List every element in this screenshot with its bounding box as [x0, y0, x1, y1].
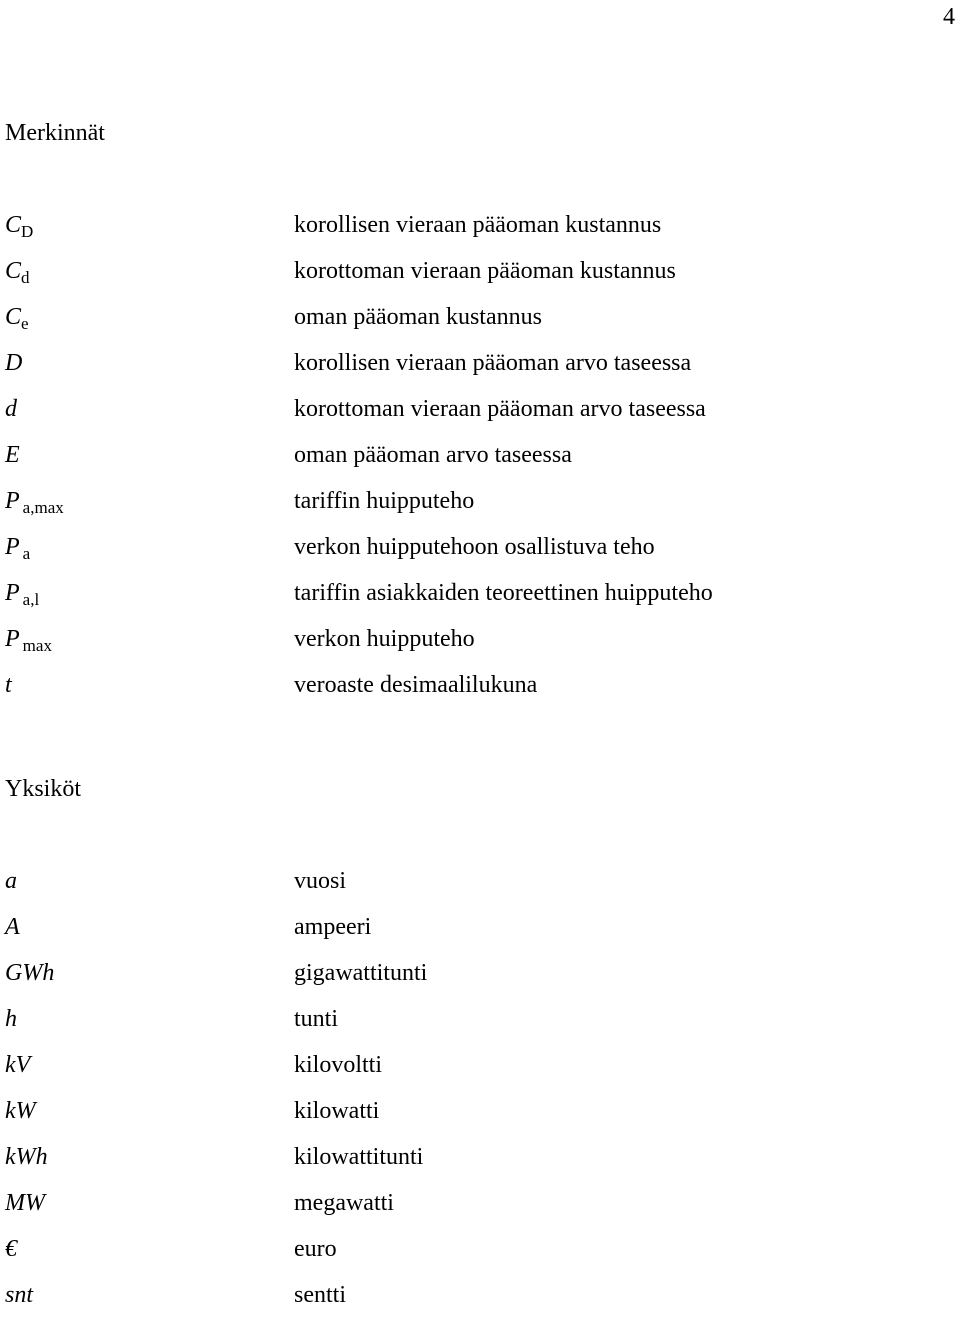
notation-row: [5, 348, 905, 394]
unit-description: vuosi: [294, 868, 347, 894]
symbol-subscript: a,l: [22, 590, 40, 609]
symbol-letter: P: [5, 488, 20, 514]
notation-symbol: [5, 532, 30, 564]
notation-row: [5, 210, 905, 256]
notation-row: [5, 394, 905, 440]
notation-symbol: [5, 256, 30, 288]
unit-symbol: MW: [5, 1190, 45, 1216]
notation-description: tariffin huipputeho: [294, 488, 475, 514]
notation-symbol: [5, 302, 29, 334]
unit-description: kilovoltti: [294, 1052, 383, 1078]
unit-symbol: kWh: [5, 1144, 48, 1170]
unit-row: [5, 1234, 905, 1280]
unit-description: gigawattitunti: [294, 960, 428, 986]
symbol-letter: t: [5, 672, 12, 698]
symbol-subscript: e: [21, 314, 29, 333]
unit-symbol: h: [5, 1006, 17, 1032]
notation-description: veroaste desimaalilukuna: [294, 672, 538, 698]
symbol-letter: C: [5, 212, 22, 238]
symbol-subscript: D: [21, 222, 34, 241]
notation-row: [5, 256, 905, 302]
unit-description: kilowatti: [294, 1098, 380, 1124]
unit-description: ampeeri: [294, 914, 372, 940]
notation-description: oman pääoman arvo taseessa: [294, 442, 572, 468]
unit-symbol: snt: [5, 1282, 34, 1308]
unit-row: [5, 1050, 905, 1096]
unit-symbol: a: [5, 868, 17, 894]
unit-row: [5, 1142, 905, 1188]
notation-symbol: [5, 486, 64, 518]
notation-row: [5, 302, 905, 348]
notation-symbol: [5, 440, 20, 470]
notation-symbol: [5, 670, 12, 700]
page-number: 4: [943, 4, 955, 30]
notation-row: [5, 670, 905, 716]
notation-symbol: [5, 624, 52, 656]
unit-row: [5, 866, 905, 912]
unit-row: [5, 1096, 905, 1142]
unit-symbol: GWh: [5, 960, 55, 986]
symbol-letter: P: [5, 580, 20, 606]
symbol-letter: D: [5, 350, 23, 376]
notation-description: tariffin asiakkaiden teoreettinen huipputeho: [294, 580, 713, 606]
notation-list: [5, 210, 905, 716]
unit-row: [5, 1188, 905, 1234]
symbol-subscript: d: [21, 268, 30, 287]
notation-description: korottoman vieraan pääoman arvo taseessa: [294, 396, 706, 422]
symbol-subscript: a: [22, 544, 31, 563]
unit-symbol: kV: [5, 1052, 31, 1078]
symbol-letter: P: [5, 626, 20, 652]
section-heading-yksikot: Yksiköt: [5, 776, 82, 802]
symbol-letter: C: [5, 304, 22, 330]
unit-row: [5, 1280, 905, 1326]
symbol-letter: d: [5, 396, 17, 422]
unit-row: [5, 958, 905, 1004]
notation-row: [5, 486, 905, 532]
notation-symbol: [5, 394, 17, 424]
unit-row: [5, 1004, 905, 1050]
notation-description: korollisen vieraan pääoman arvo taseessa: [294, 350, 692, 376]
notation-row: [5, 578, 905, 624]
section-heading-merkinnat: Merkinnät: [5, 120, 105, 146]
unit-description: kilowattitunti: [294, 1144, 424, 1170]
notation-description: verkon huipputeho: [294, 626, 475, 652]
symbol-letter: E: [5, 442, 20, 468]
unit-symbol: A: [5, 914, 20, 940]
notation-symbol: [5, 348, 22, 378]
notation-row: [5, 440, 905, 486]
unit-description: megawatti: [294, 1190, 394, 1216]
notation-description: oman pääoman kustannus: [294, 304, 542, 330]
symbol-letter: C: [5, 258, 22, 284]
unit-row: [5, 912, 905, 958]
notation-row: [5, 532, 905, 578]
units-list: [5, 866, 905, 1326]
unit-description: sentti: [294, 1282, 346, 1308]
symbol-letter: P: [5, 534, 20, 560]
notation-symbol: [5, 210, 33, 242]
unit-description: tunti: [294, 1006, 339, 1032]
unit-symbol: €: [5, 1236, 17, 1262]
symbol-subscript: a,max: [22, 498, 64, 517]
unit-symbol: kW: [5, 1098, 36, 1124]
notation-description: korottoman vieraan pääoman kustannus: [294, 258, 676, 284]
symbol-subscript: max: [22, 636, 52, 655]
notation-row: [5, 624, 905, 670]
notation-description: korollisen vieraan pääoman kustannus: [294, 212, 662, 238]
notation-symbol: [5, 578, 39, 610]
notation-description: verkon huipputehoon osallistuva teho: [294, 534, 655, 560]
unit-description: euro: [294, 1236, 337, 1262]
